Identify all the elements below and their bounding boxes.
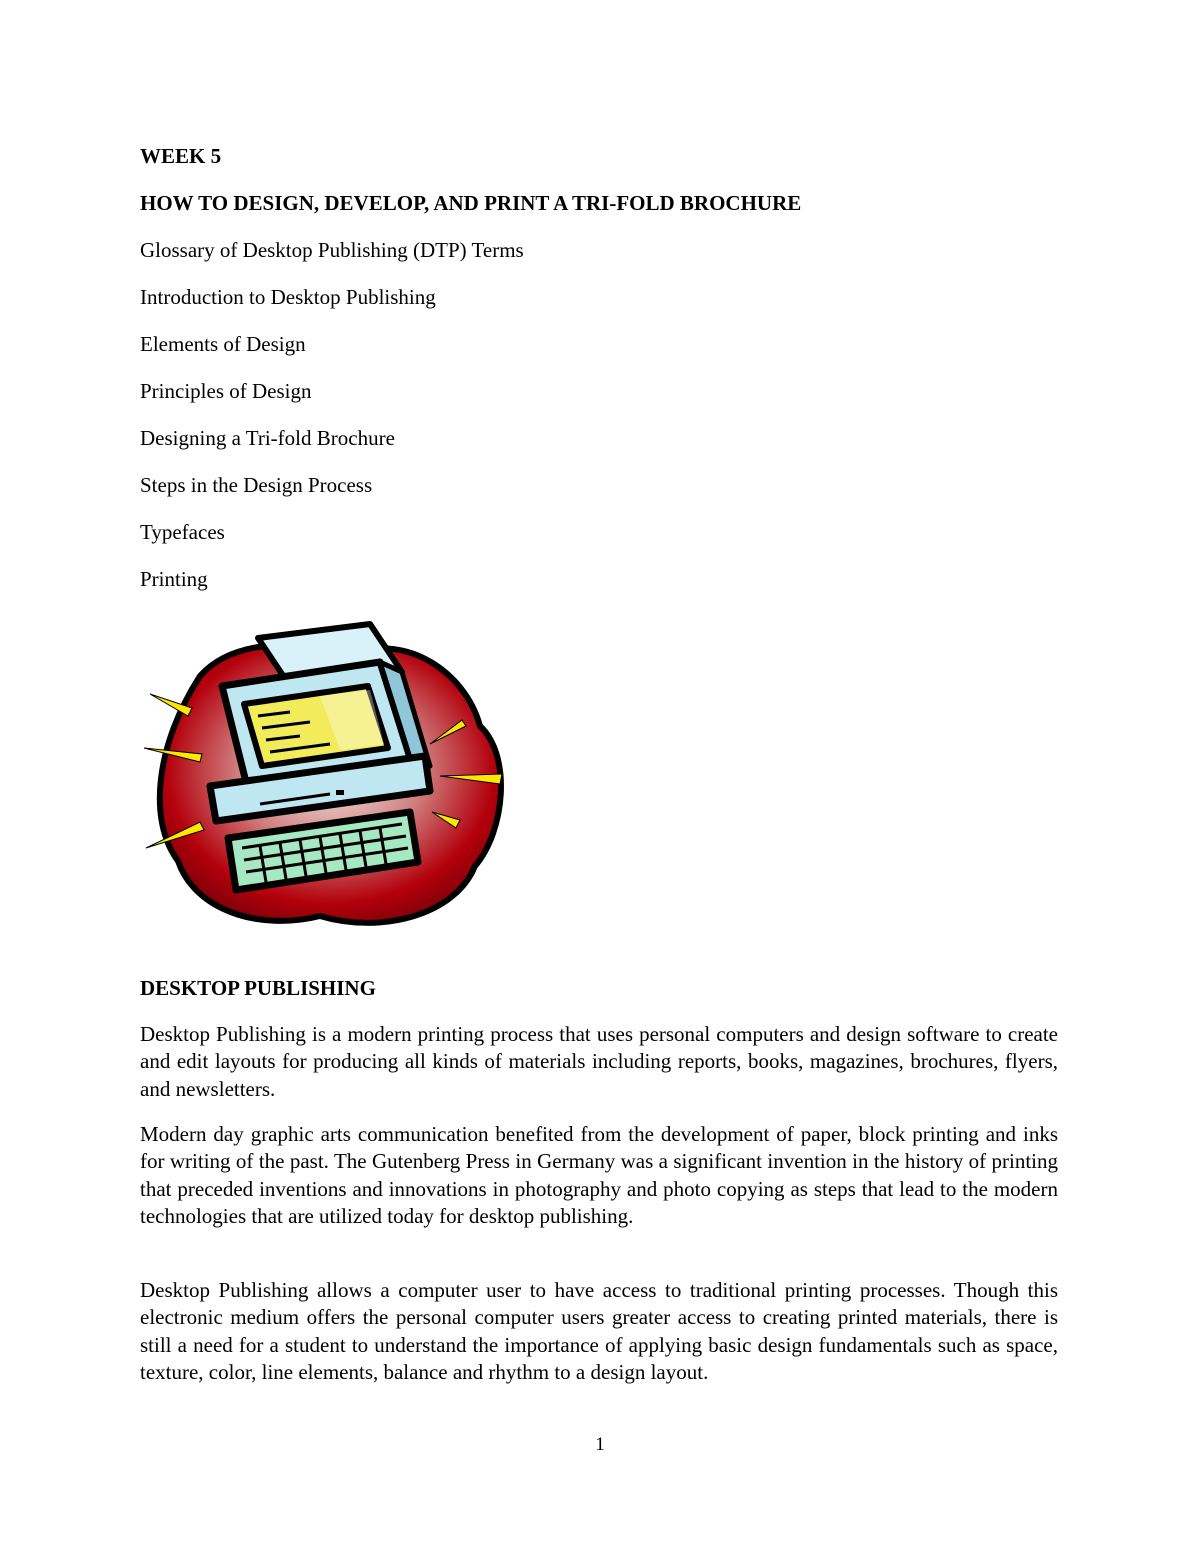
computer-clipart-icon (140, 616, 508, 928)
topic-item: Elements of Design (140, 332, 306, 356)
topic-item: Glossary of Desktop Publishing (DTP) Terms (140, 238, 524, 262)
page-number: 1 (595, 1434, 605, 1455)
topic-item: Steps in the Design Process (140, 473, 373, 497)
topic-item: Designing a Tri-fold Brochure (140, 426, 395, 450)
topics-list (140, 236, 524, 612)
topic-item: Printing (140, 567, 208, 591)
paragraph: Modern day graphic arts communication benefited from the development of paper, block printing and inks for writing of the past. The Gutenberg Press in Germany was a significant invention in the history of printing that preceded inventions and innovations in photography and photo copying as steps that lead to the modern technologies that are utilized today for desktop publishing. (140, 1122, 1058, 1228)
paragraph: Desktop Publishing is a modern printing process that uses personal computers and design software to create and edit layouts for producing all kinds of materials including reports, books, magazines, brochures, flyers, and newsletters. (140, 1022, 1058, 1101)
section-heading: DESKTOP PUBLISHING (140, 976, 376, 1000)
week-label: WEEK 5 (140, 144, 222, 168)
document-title: HOW TO DESIGN, DEVELOP, AND PRINT A TRI-FOLD BROCHURE (140, 191, 802, 215)
topic-item: Introduction to Desktop Publishing (140, 285, 436, 309)
paragraph: Desktop Publishing allows a computer user to have access to traditional printing processes. Though this electronic medium offers the personal computer users greater access to creating printed materials, there is still a need for a student to understand the importance of applying basic design fundamentals such as space, texture, color, line elements, balance and rhythm to a design layout. (140, 1278, 1058, 1384)
topic-item: Typefaces (140, 520, 225, 544)
topic-item: Principles of Design (140, 379, 312, 403)
